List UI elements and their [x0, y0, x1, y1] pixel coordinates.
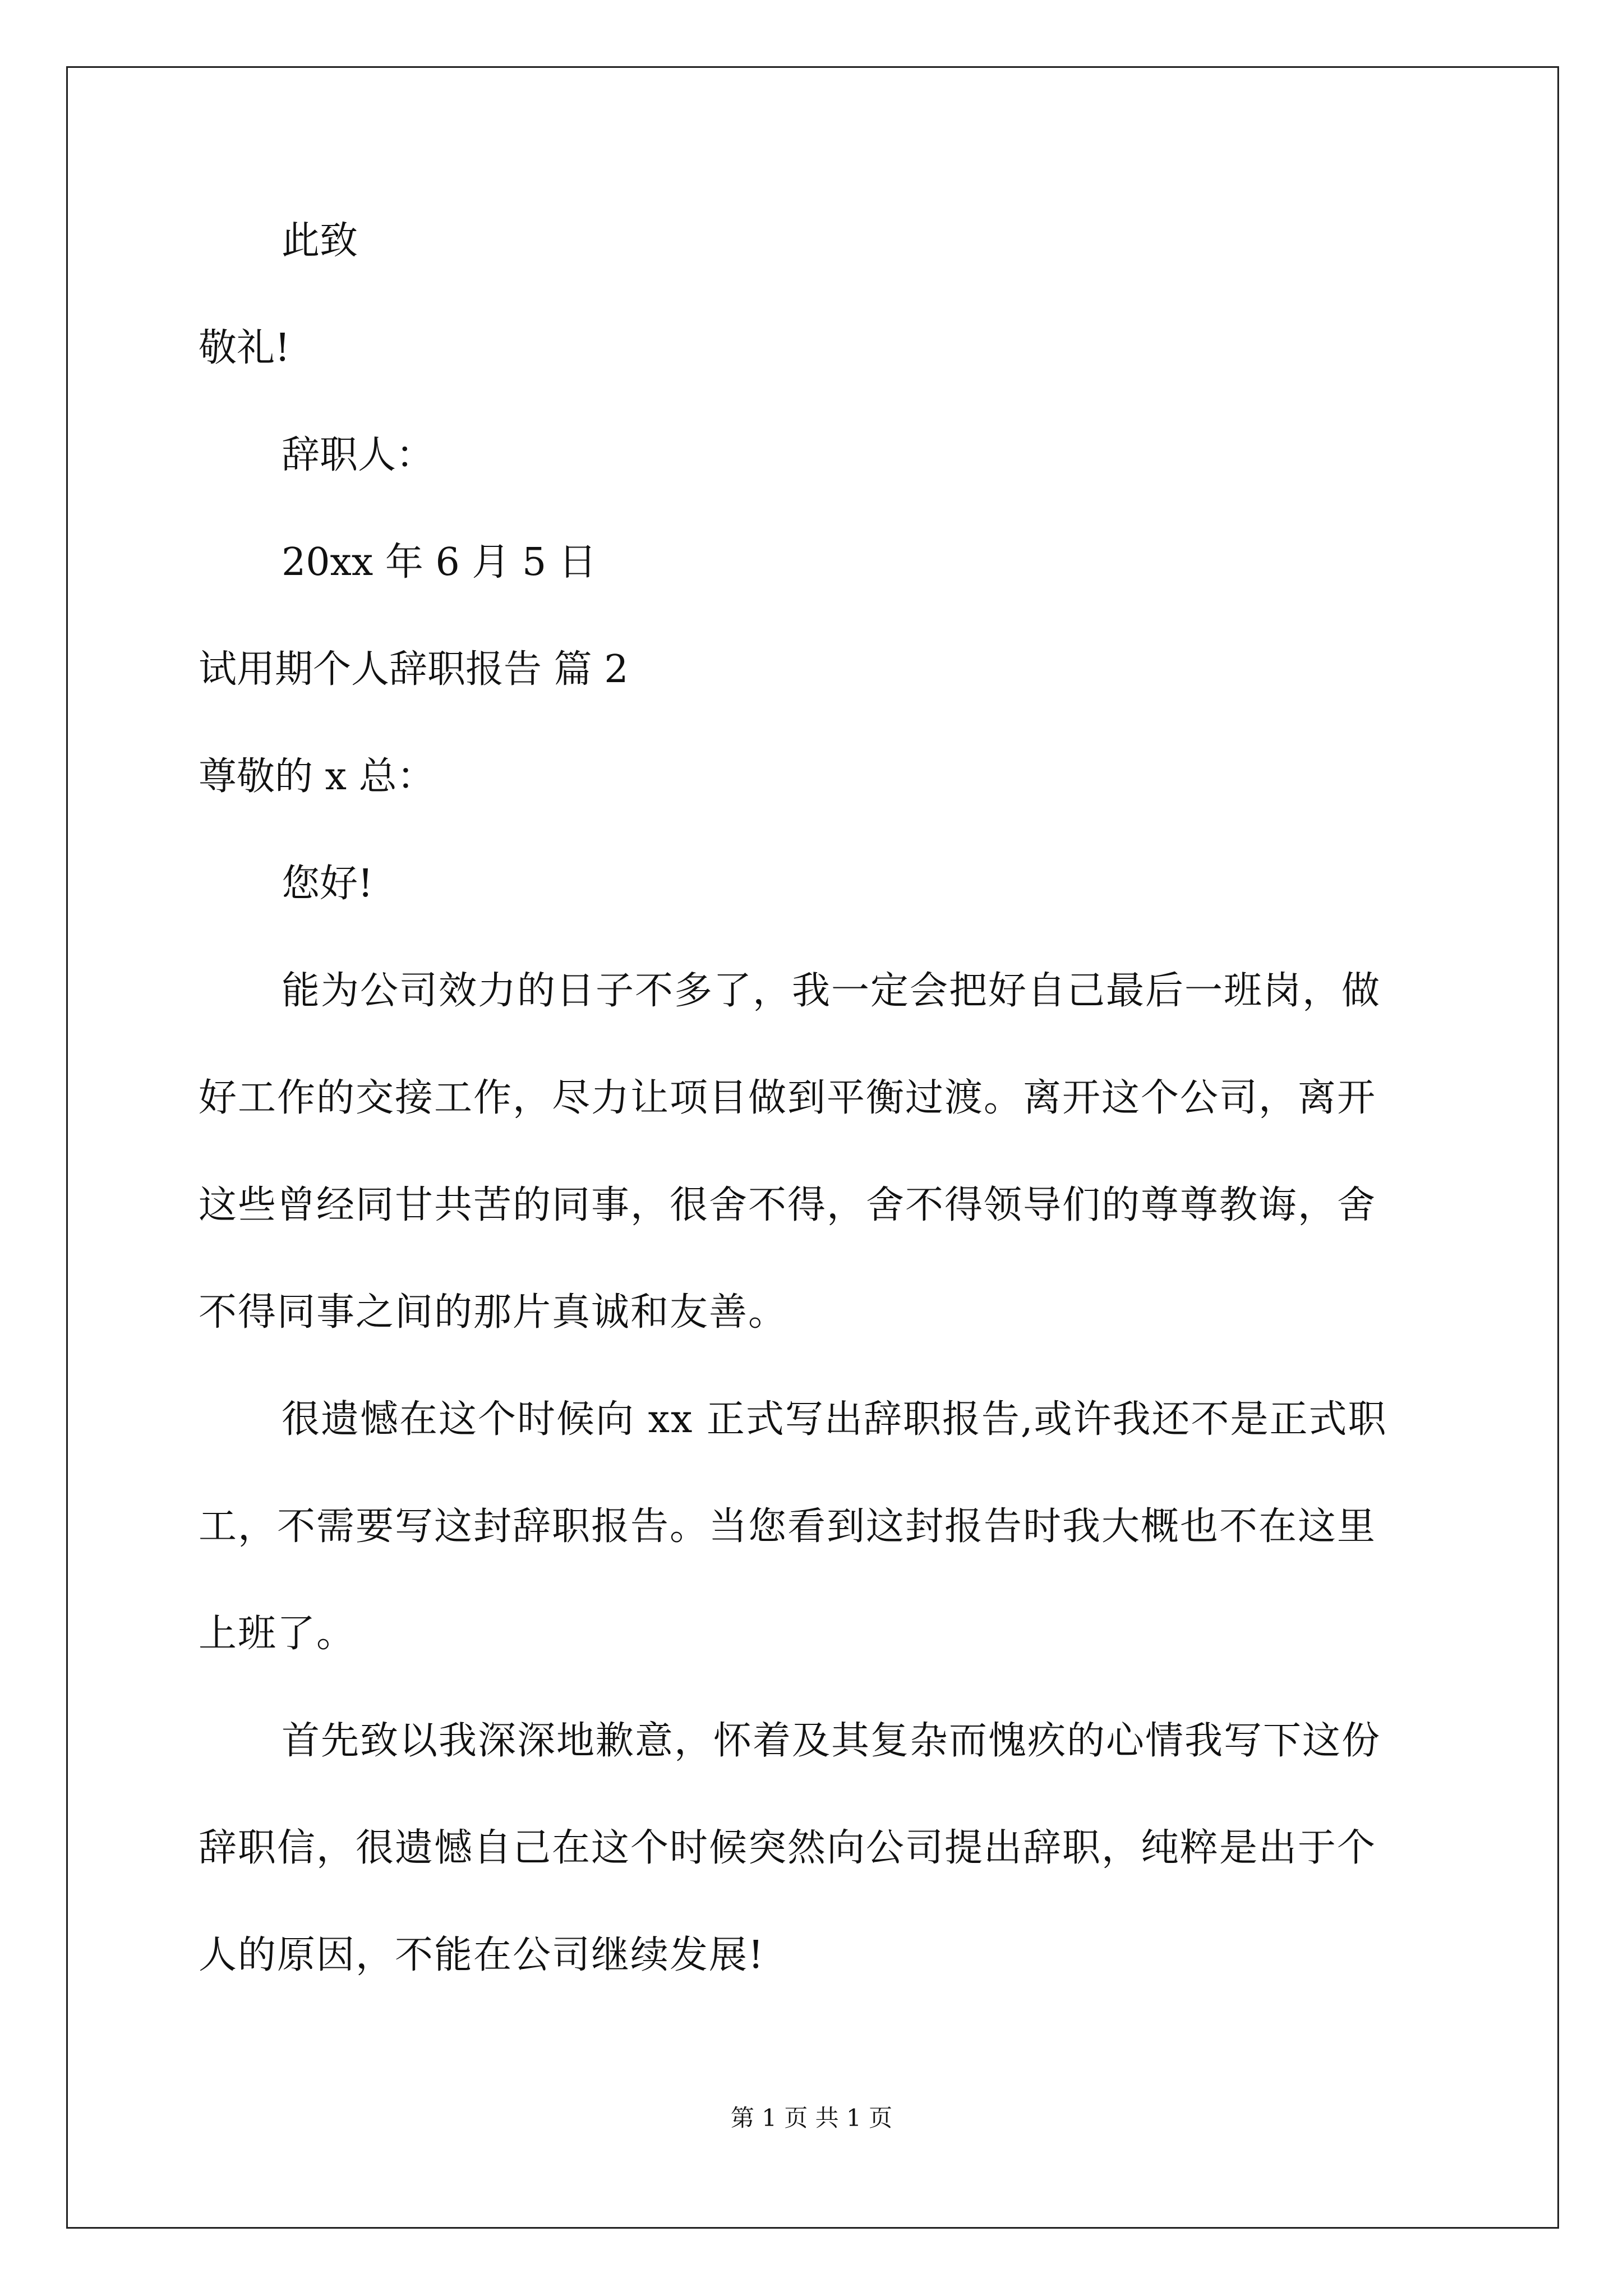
section-title: 试用期个人辞职报告 篇 2: [199, 647, 629, 692]
paragraph-line: 上班了。: [199, 1612, 356, 1656]
paragraph-line: 好工作的交接工作，尽力让项目做到平衡过渡。离开这个公司，离开: [199, 1076, 1377, 1120]
paragraph-line: 不得同事之间的那片真诚和友善。: [199, 1290, 788, 1335]
paragraph-line: 这些曾经同甘共苦的同事，很舍不得，舍不得领导们的尊尊教诲，舍: [199, 1183, 1377, 1227]
page-footer: 第 1 页 共 1 页: [730, 2104, 893, 2132]
paragraph-line: 工，不需要写这封辞职报告。当您看到这封报告时我大概也不在这里: [199, 1504, 1377, 1549]
closing-salute: 敬礼!: [199, 326, 291, 370]
greeting: 您好!: [282, 862, 374, 906]
paragraph-line: 能为公司效力的日子不多了，我一定会把好自己最后一班岗，做: [282, 969, 1381, 1013]
date-line: 20xx 年 6 月 5 日: [282, 540, 597, 585]
paragraph-line: 人的原因，不能在公司继续发展!: [199, 1933, 765, 1977]
salutation: 尊敬的 x 总：: [199, 754, 435, 799]
signer-label: 辞职人：: [282, 433, 435, 477]
document-body: [199, 213, 1432, 2035]
paragraph: [199, 1713, 1432, 1984]
paragraph: [199, 963, 1432, 1341]
paragraph: [199, 1392, 1432, 1662]
paragraph-line: 很遗憾在这个时候向 xx 正式写出辞职报告,或许我还不是正式职: [282, 1397, 1387, 1442]
closing-phrase: 此致: [282, 219, 358, 263]
paragraph-line: 辞职信，很遗憾自己在这个时候突然向公司提出辞职，纯粹是出于个: [199, 1826, 1377, 1870]
paragraph-line: 首先致以我深深地歉意，怀着及其复杂而愧疚的心情我写下这份: [282, 1719, 1381, 1763]
